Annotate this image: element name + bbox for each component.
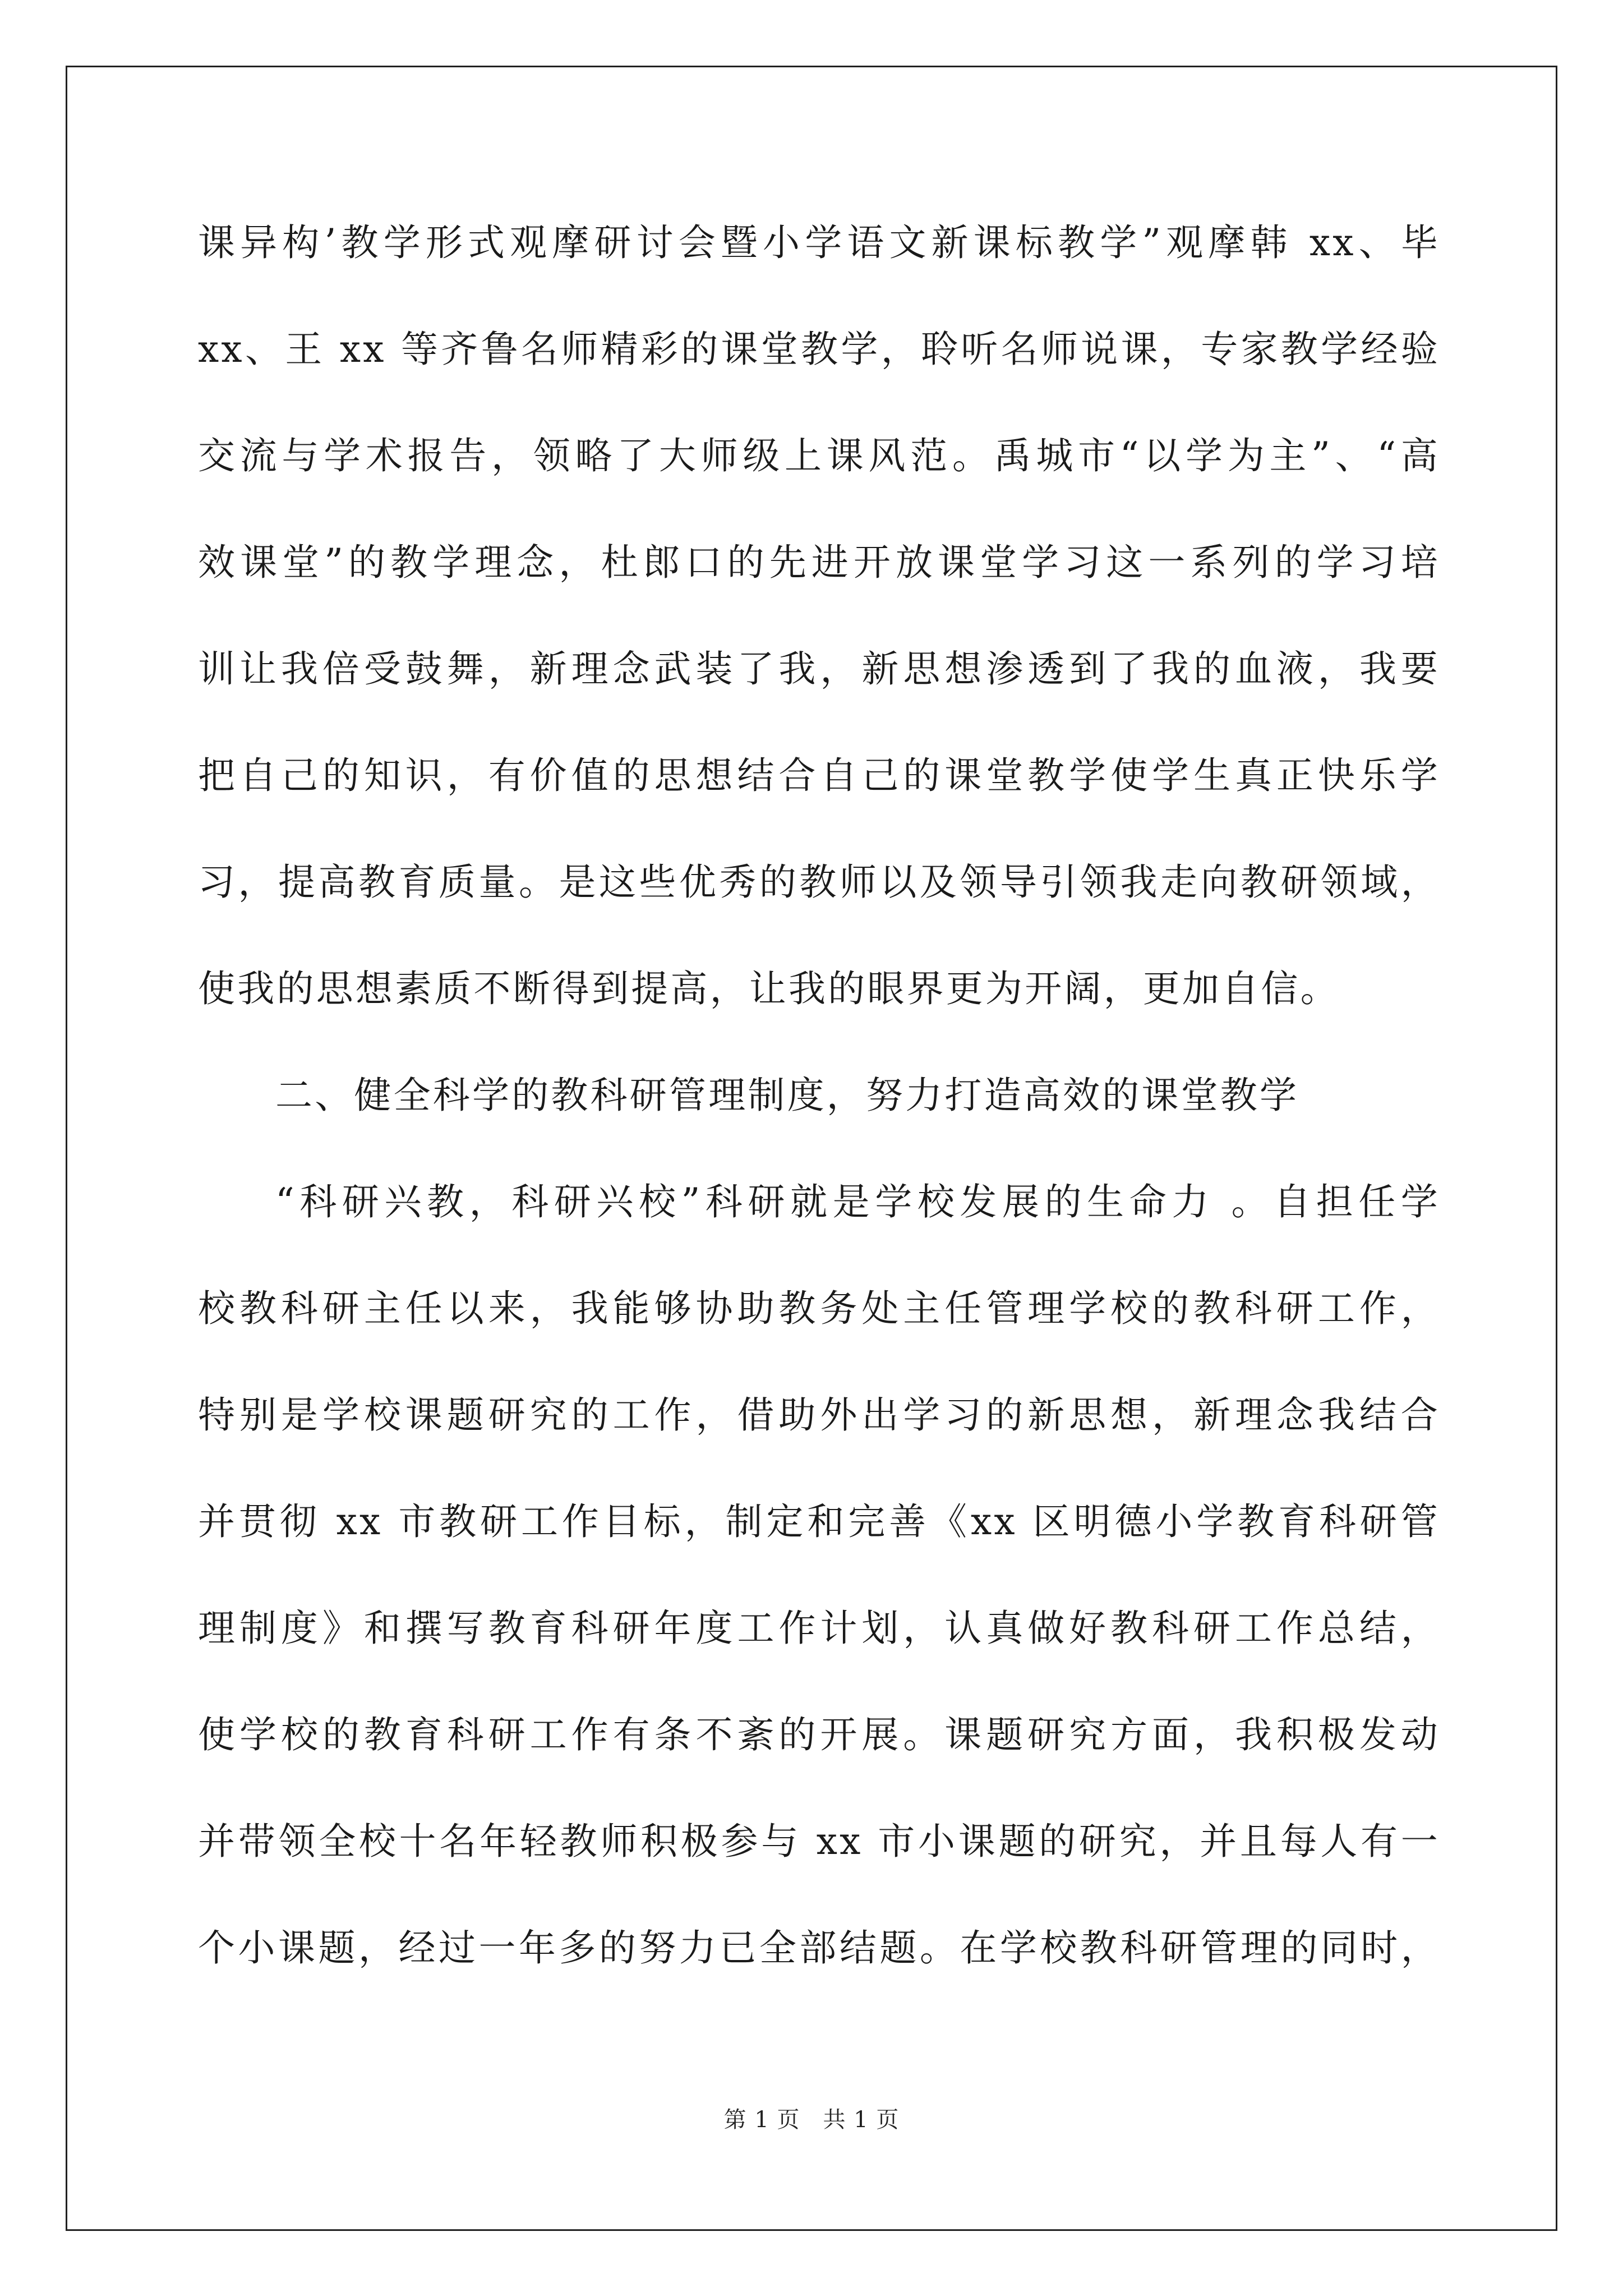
paragraph-line: 理制度》和撰写教育科研年度工作计划，认真做好教科研工作总结， (198, 1607, 1440, 1650)
paragraph-line: 并带领全校十名年轻教师积极参与 xx 市小课题的研究，并且每人有一 (198, 1820, 1440, 1863)
paragraph-line: 特别是学校课题研究的工作，借助外出学习的新思想，新理念我结合 (198, 1393, 1440, 1437)
paragraph-line: 使学校的教育科研工作有条不紊的开展。课题研究方面，我积极发动 (198, 1713, 1440, 1756)
paragraph-line: 习，提高教育质量。是这些优秀的教师以及领导引领我走向教研领域， (198, 861, 1440, 904)
document-body (198, 218, 1440, 2030)
page-footer: 第 1 页 共 1 页 (723, 2107, 900, 2133)
paragraph-line: “科研兴教，科研兴校”科研就是学校发展的生命力 。自担任学 (275, 1180, 1440, 1223)
paragraph-line: xx、王 xx 等齐鲁名师精彩的课堂教学，聆听名师说课，专家教学经验 (198, 328, 1440, 371)
paragraph-line: 训让我倍受鼓舞，新理念武装了我，新思想渗透到了我的血液，我要 (198, 647, 1440, 691)
section-heading: 二、健全科学的教科研管理制度，努力打造高效的课堂教学 (275, 1074, 1299, 1117)
paragraph-line: 课异构’教学形式观摩研讨会暨小学语文新课标教学”观摩韩 xx、毕 (198, 221, 1440, 264)
paragraph-line: 并贯彻 xx 市教研工作目标，制定和完善《xx 区明德小学教育科研管 (198, 1500, 1440, 1543)
paragraph-line: 个小课题，经过一年多的努力已全部结题。在学校教科研管理的同时， (198, 1926, 1440, 1970)
paragraph-line: 把自己的知识，有价值的思想结合自己的课堂教学使学生真正快乐学 (198, 754, 1440, 797)
paragraph-line: 交流与学术报告，领略了大师级上课风范。禹城市“以学为主”、“高 (198, 434, 1440, 477)
paragraph-line: 使我的思想素质不断得到提高，让我的眼界更为开阔，更加自信。 (198, 967, 1340, 1010)
paragraph-line: 效课堂”的教学理念，杜郎口的先进开放课堂学习这一系列的学习培 (198, 541, 1440, 584)
paragraph-line: 校教科研主任以来，我能够协助教务处主任管理学校的教科研工作， (198, 1287, 1440, 1330)
